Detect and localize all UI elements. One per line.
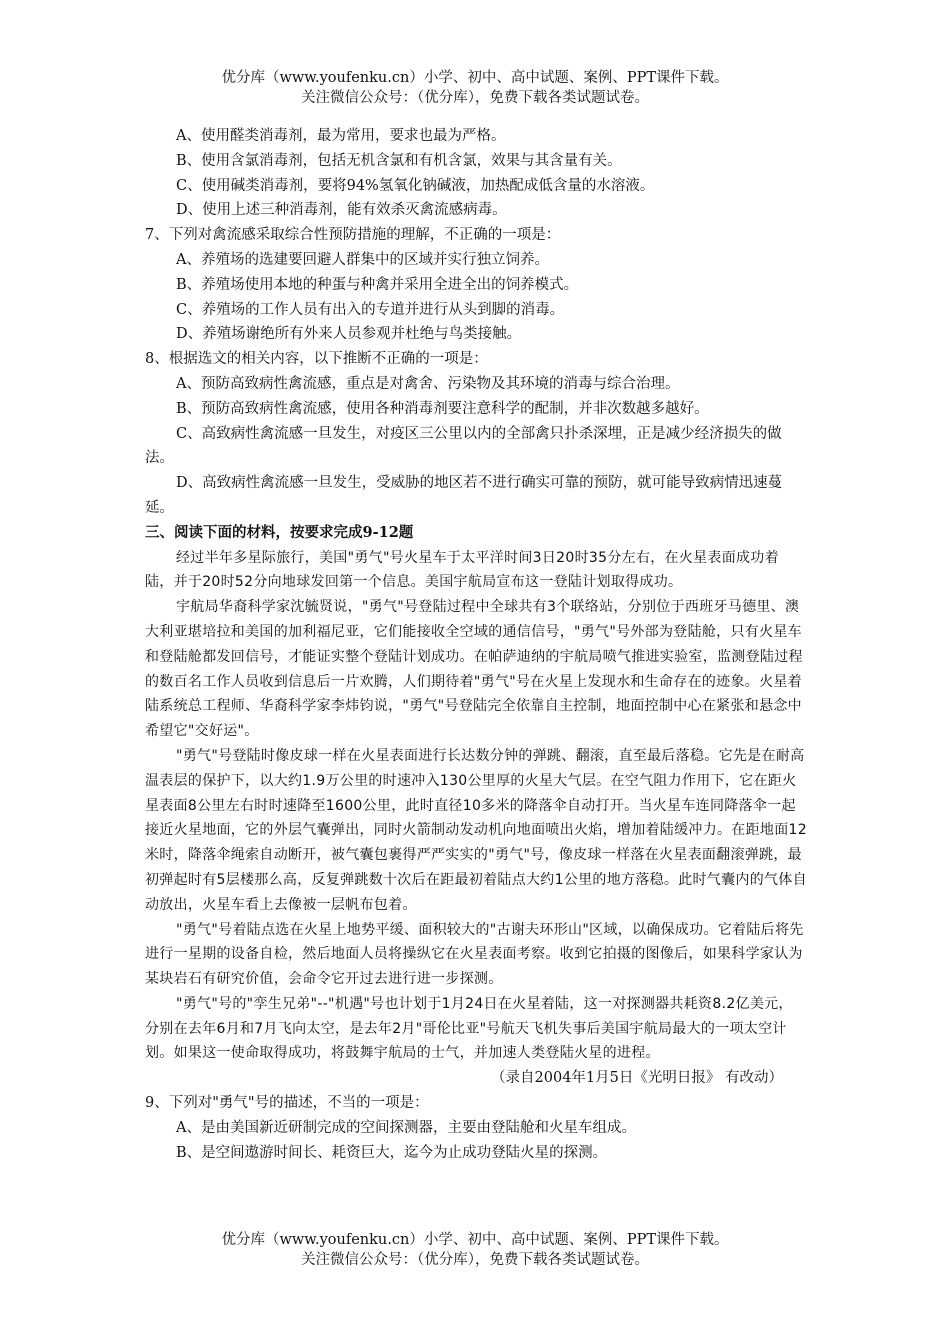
q6-option-c: C、使用碱类消毒剂，要将94%氢氧化钠碱液，加热配成低含量的水溶液。 (176, 177, 655, 194)
passage-paragraph-3: "勇气"号登陆时像皮球一样在火星表面进行长达数分钟的弹跳、翻滚，直至最后落稳。它先是在耐高温表层的保护下，以大约1.9万公里的时速冲入130公里厚的火星大气层。在空气阻力作用下，它在距火星表面8公里左右时时速降至1600公里，此时直径10多米的降落伞自动打开。当火星车连同降落伞一起接近火星地面，它的外层气囊弹出，同时火箭制动发动机向地面喷出火焰，增加着陆缓冲力。在距地面12米时，降落伞绳索自动断开，被气囊包裹得严严实实的"勇气"号，像皮球一样落在火星表面翻滚弹跳，最初弹起时有5层楼那么高，反复弹跳数十次后在距最初着陆点大约1公里的地方落稳。此时气囊内的气体自动放出，火星车看上去像被一层帆布包着。 (145, 747, 807, 913)
q8-option-c: C、高致病性禽流感一旦发生，对疫区三公里以内的全部禽只扑杀深埋，正是减少经济损失的做法。 (145, 425, 782, 467)
q9-option-b: B、是空间遨游时间长、耗资巨大，迄今为止成功登陆火星的探测。 (176, 1144, 608, 1161)
q7-stem: 7、下列对禽流感采取综合性预防措施的理解，不正确的一项是： (145, 227, 561, 244)
page-footer (0, 1230, 950, 1270)
document-body (145, 124, 807, 1165)
q8-option-d: D、高致病性禽流感一旦发生，受威胁的地区若不进行确实可靠的预防，就可能导致病情迅速蔓延。 (145, 475, 783, 516)
footer-line-1: 优分库（www.youfenku.cn）小学、初中、高中试题、案例、PPT课件下载。 (221, 1232, 729, 1248)
q6-option-d: D、使用上述三种消毒剂，能有效杀灭禽流感病毒。 (176, 202, 507, 219)
q8-option-a: A、预防高致病性禽流感，重点是对禽舍、污染物及其环境的消毒与综合治理。 (176, 375, 680, 392)
passage-source: （录自2004年1月5日《光明日报》 有改动） (491, 1070, 783, 1087)
section-3-title: 三、阅读下面的材料，按要求完成9-12题 (145, 523, 414, 541)
header-line-1: 优分库（www.youfenku.cn）小学、初中、高中试题、案例、PPT课件下载。 (221, 70, 729, 86)
q6-option-a: A、使用醛类消毒剂，最为常用，要求也最为严格。 (176, 128, 506, 144)
q7-option-a: A、养殖场的选建要回避人群集中的区域并实行独立饲养。 (176, 251, 549, 268)
q8-stem: 8、根据选文的相关内容，以下推断不正确的一项是： (145, 351, 488, 368)
q8-option-b: B、预防高致病性禽流感，使用各种消毒剂要注意科学的配制，并非次数越多越好。 (176, 400, 709, 417)
q7-option-c: C、养殖场的工作人员有出入的专道并进行从头到脚的消毒。 (176, 301, 565, 318)
q7-option-d: D、养殖场谢绝所有外来人员参观并杜绝与鸟类接触。 (176, 326, 522, 343)
q9-option-a: A、是由美国新近研制完成的空间探测器，主要由登陆舱和火星车组成。 (176, 1119, 636, 1136)
footer-line-2: 关注微信公众号：（优分库），免费下载各类试题试卷。 (301, 1252, 649, 1268)
passage-paragraph-5: "勇气"号的"孪生兄弟"--"机遇"号也计划于1月24日在火星着陆，这一对探测器共耗资8.2亿美元，分别在去年6月和7月飞向太空，是去年2月"哥伦比亚"号航天飞机失事后美国宇航局最大的一项太空计划。如果这一使命取得成功，将鼓舞宇航局的士气，并加速人类登陆火星的进程。 (145, 995, 793, 1062)
header-line-2: 关注微信公众号：（优分库），免费下载各类试题试卷。 (301, 90, 649, 106)
page-header (0, 68, 950, 108)
passage-paragraph-4: "勇气"号着陆点选在火星上地势平缓、面积较大的"古谢夫环形山"区域，以确保成功。它着陆后将先进行一星期的设备自检，然后地面人员将操纵它在火星表面考察。收到它拍摄的图像后，如果科学家认为某块岩石有研究价值，会命令它开过去进行进一步探测。 (145, 921, 804, 988)
q7-option-b: B、养殖场使用本地的种蛋与种禽并采用全进全出的饲养模式。 (176, 276, 579, 293)
passage-paragraph-1: 经过半年多星际旅行，美国"勇气"号火星车于太平洋时间3日20时35分左右，在火星表面成功着陆，并于20时52分向地球发回第一个信息。美国宇航局宣布这一登陆计划取得成功。 (145, 549, 779, 591)
passage-paragraph-2: 宇航局华裔科学家沈毓贤说，"勇气"号登陆过程中全球共有3个联络站，分别位于西班牙马德里、澳大利亚堪培拉和美国的加利福尼亚，它们能接收全空域的通信信号，"勇气"号外部为登陆舱，只有火星车和登陆舱都发回信号，才能证实整个登陆计划成功。在帕萨迪纳的宇航局喷气推进实验室，监测登陆过程的数百名工作人员收到信息后一片欢腾，人们期待着"勇气"号在火星上发现水和生命存在的迹象。火星着陆系统总工程师、华裔科学家李炜钧说，"勇气"号登陆完全依靠自主控制，地面控制中心在紧张和悬念中希望它"交好运"。 (145, 599, 803, 740)
q9-stem: 9、下列对"勇气"号的描述，不当的一项是： (145, 1095, 429, 1112)
q6-option-b: B、使用含氯消毒剂，包括无机含氯和有机含氯，效果与其含量有关。 (176, 152, 622, 169)
